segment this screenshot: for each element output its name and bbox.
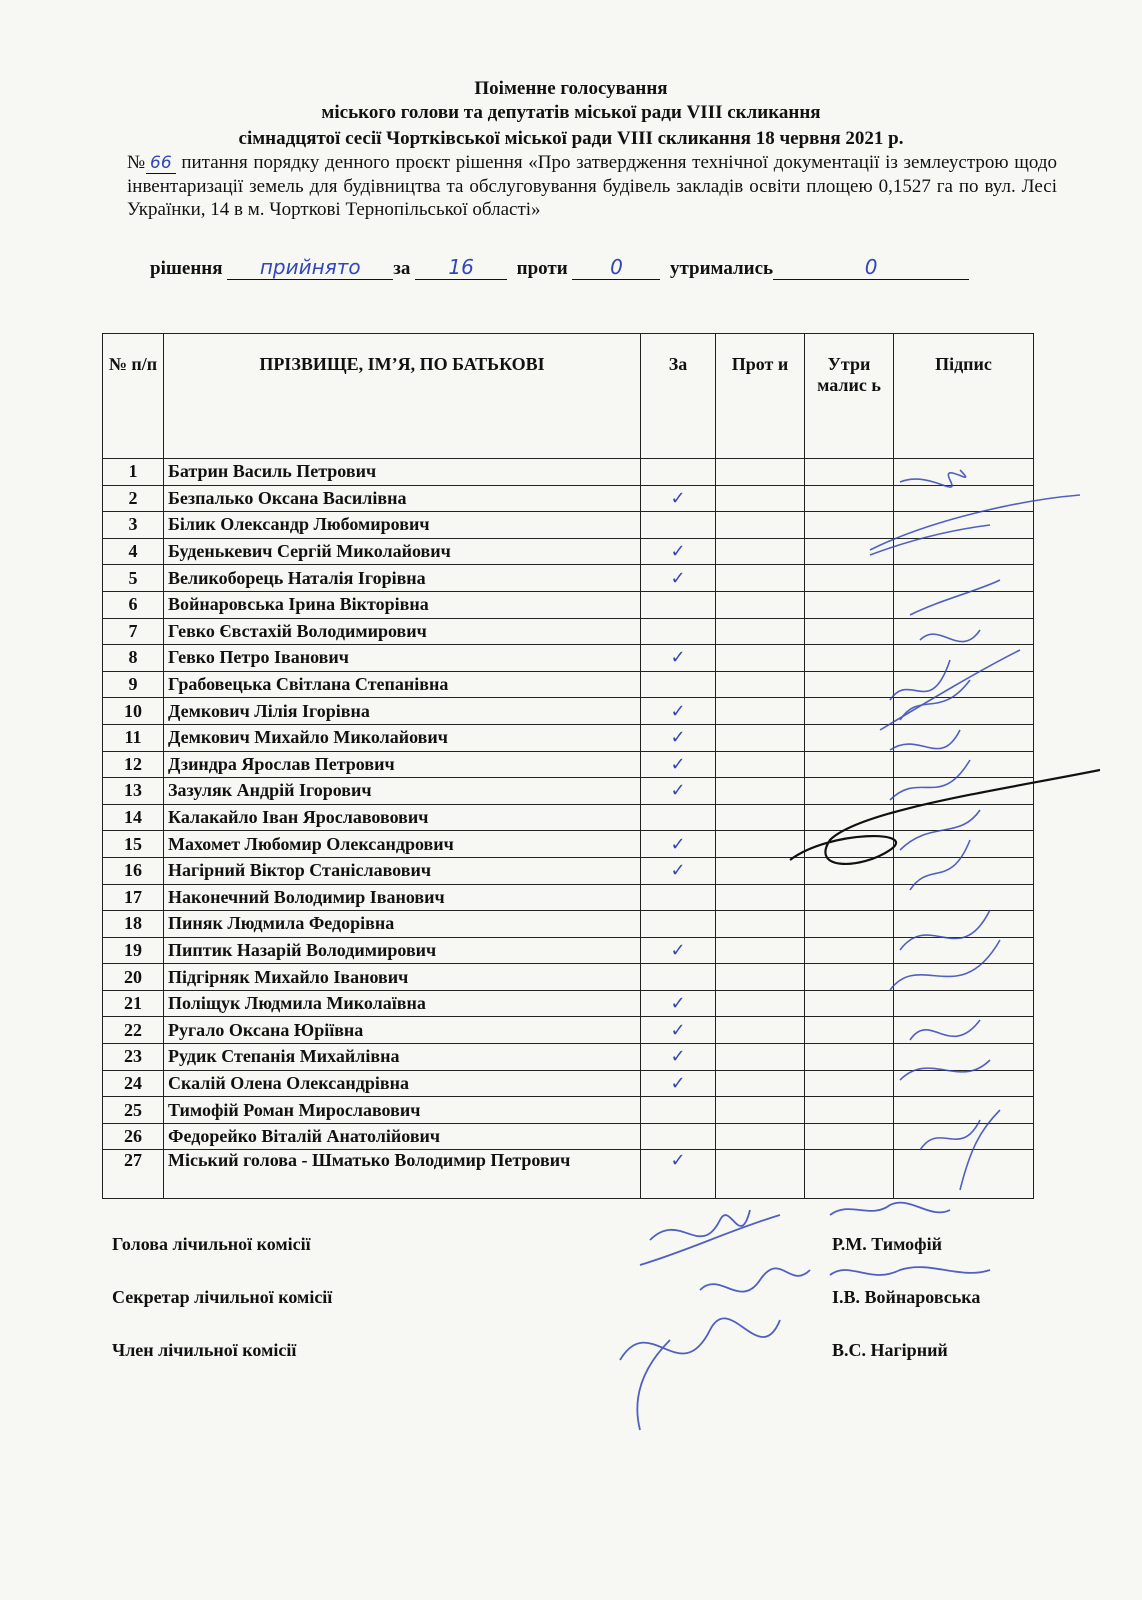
table-row [103,964,1034,991]
row-vote-against [716,618,805,645]
row-vote-abstain [805,937,894,964]
abstain-label: утримались [669,258,774,279]
col-name-header: ПРІЗВИЩЕ, ІМ’Я, ПО БАТЬКОВІ [164,334,641,459]
row-vote-against [716,724,805,751]
row-signature [894,1150,1034,1199]
row-number: 23 [103,1044,164,1071]
row-vote-for: ✓ [641,778,716,805]
row-vote-against [716,1044,805,1071]
row-vote-for: ✓ [641,538,716,565]
row-vote-for [641,1097,716,1124]
row-vote-abstain [805,618,894,645]
commission-signatures [610,1190,1050,1450]
row-signature [894,937,1034,964]
decision-label: рішення [150,258,223,279]
row-name: Рудик Степанія Михайлівна [164,1044,641,1071]
row-vote-abstain [805,751,894,778]
row-vote-abstain [805,671,894,698]
row-vote-abstain [805,1070,894,1097]
row-signature [894,538,1034,565]
row-number: 19 [103,937,164,964]
row-vote-for [641,964,716,991]
member-label: Член лічильної комісії [112,1340,297,1360]
row-number: 21 [103,990,164,1017]
secretary-name: І.В. Войнаровська [832,1287,981,1307]
table-row [103,1017,1034,1044]
row-vote-abstain [805,1123,894,1150]
table-row [103,459,1034,486]
row-name: Нагірний Віктор Станіславович [164,857,641,884]
row-vote-against [716,804,805,831]
row-vote-for [641,512,716,539]
row-name: Наконечний Володимир Іванович [164,884,641,911]
row-name: Міський голова - Шматько Володимир Петрович [164,1150,641,1199]
row-vote-against [716,1097,805,1124]
row-signature [894,1017,1034,1044]
row-signature [894,724,1034,751]
table-row [103,538,1034,565]
row-vote-abstain [805,698,894,725]
row-signature [894,1097,1034,1124]
row-vote-against [716,1123,805,1150]
for-count: 16 [415,255,507,280]
row-vote-abstain [805,964,894,991]
row-name: Калакайло Іван Ярославовович [164,804,641,831]
agenda-item [127,151,1057,221]
row-name: Безпалько Оксана Василівна [164,485,641,512]
against-label: проти [516,258,568,279]
row-signature [894,671,1034,698]
row-vote-abstain [805,1044,894,1071]
row-vote-for [641,618,716,645]
table-row [103,911,1034,938]
table-row [103,565,1034,592]
row-vote-for: ✓ [641,724,716,751]
table-row [103,1097,1034,1124]
row-signature [894,857,1034,884]
row-name: Демкович Михайло Миколайович [164,724,641,751]
row-vote-for: ✓ [641,565,716,592]
row-vote-against [716,937,805,964]
table-row [103,1044,1034,1071]
chair-name: Р.М. Тимофій [832,1234,943,1254]
row-vote-against [716,778,805,805]
row-vote-abstain [805,990,894,1017]
session-line: сімнадцятої сесії Чортківської міської ради VIII скликання 18 червня 2021 р. [238,128,904,149]
row-vote-abstain [805,538,894,565]
row-name: Білик Олександр Любомирович [164,512,641,539]
row-vote-for [641,459,716,486]
row-vote-against [716,884,805,911]
row-name: Поліщук Людмила Миколаївна [164,990,641,1017]
row-name: Тимофій Роман Мирославович [164,1097,641,1124]
row-signature [894,512,1034,539]
row-name: Пиняк Людмила Федорівна [164,911,641,938]
row-number: 5 [103,565,164,592]
table-row [103,831,1034,858]
row-vote-for [641,884,716,911]
agenda-text: питання порядку денного проєкт рішення «Про затвердження технічної документації із землеустрою щодо інвентаризації земель для будівництва та обслуговування будівель закладів освіти площею 0,1527 га по вул. Лесі Українки, 14 в м. Чорткові Тернопільської області» [127,152,1057,220]
table-row [103,778,1034,805]
row-number: 16 [103,857,164,884]
row-signature [894,751,1034,778]
row-signature [894,884,1034,911]
row-name: Грабовецька Світлана Степанівна [164,671,641,698]
decision-value: прийнято [227,255,393,280]
col-for-header: За [641,334,716,459]
row-vote-for: ✓ [641,1017,716,1044]
row-vote-against [716,857,805,884]
row-name: Батрин Василь Петрович [164,459,641,486]
row-number: 17 [103,884,164,911]
row-number: 14 [103,804,164,831]
row-vote-against [716,911,805,938]
row-number: 24 [103,1070,164,1097]
row-vote-abstain [805,831,894,858]
row-vote-against [716,459,805,486]
table-row [103,1070,1034,1097]
row-name: Гевко Євстахій Володимирович [164,618,641,645]
row-number: 18 [103,911,164,938]
row-vote-abstain [805,884,894,911]
row-name: Підгірняк Михайло Іванович [164,964,641,991]
row-number: 11 [103,724,164,751]
chair-label: Голова лічильної комісії [112,1234,311,1254]
row-number: 7 [103,618,164,645]
row-number: 25 [103,1097,164,1124]
row-vote-against [716,964,805,991]
table-row [103,645,1034,672]
row-vote-for: ✓ [641,751,716,778]
row-number: 3 [103,512,164,539]
row-vote-for: ✓ [641,990,716,1017]
row-vote-abstain [805,485,894,512]
row-vote-abstain [805,857,894,884]
table-row [103,724,1034,751]
row-vote-against [716,512,805,539]
row-vote-against [716,565,805,592]
row-vote-abstain [805,1097,894,1124]
row-vote-against [716,1070,805,1097]
row-vote-for: ✓ [641,1044,716,1071]
row-vote-abstain [805,778,894,805]
table-row [103,698,1034,725]
voting-table-body [103,459,1034,1199]
abstain-count: 0 [773,255,969,280]
row-signature [894,1044,1034,1071]
row-number: 22 [103,1017,164,1044]
row-signature [894,485,1034,512]
table-row [103,671,1034,698]
col-number-header: № п/п [103,334,164,459]
table-row [103,1150,1034,1199]
row-name: Буденькевич Сергій Миколайович [164,538,641,565]
row-number: 15 [103,831,164,858]
row-number: 27 [103,1150,164,1199]
row-signature [894,1070,1034,1097]
row-name: Пиптик Назарій Володимирович [164,937,641,964]
row-vote-for [641,804,716,831]
row-number: 12 [103,751,164,778]
row-name: Гевко Петро Іванович [164,645,641,672]
row-name: Великоборець Наталія Ігорівна [164,565,641,592]
col-abstain-header: Утри малис ь [805,334,894,459]
document-subtitle: міського голови та депутатів міської ради VIII скликання [321,102,821,123]
row-signature [894,645,1034,672]
row-vote-against [716,990,805,1017]
row-vote-for [641,671,716,698]
row-number: 1 [103,459,164,486]
row-signature [894,964,1034,991]
row-signature [894,911,1034,938]
against-count: 0 [572,255,660,280]
row-signature [894,778,1034,805]
table-header-row [103,334,1034,459]
row-name: Войнаровська Ірина Вікторівна [164,591,641,618]
row-vote-against [716,591,805,618]
row-number: 8 [103,645,164,672]
col-against-header: Прот и [716,334,805,459]
decision-line [150,255,969,280]
row-name: Федорейко Віталій Анатолійович [164,1123,641,1150]
row-vote-abstain [805,911,894,938]
row-signature [894,990,1034,1017]
table-row [103,591,1034,618]
row-vote-for: ✓ [641,485,716,512]
row-name: Зазуляк Андрій Ігорович [164,778,641,805]
row-vote-for: ✓ [641,937,716,964]
table-row [103,990,1034,1017]
row-signature [894,459,1034,486]
table-row [103,857,1034,884]
table-row [103,1123,1034,1150]
member-name: В.С. Нагірний [832,1340,948,1360]
row-vote-for: ✓ [641,1150,716,1199]
row-signature [894,618,1034,645]
row-vote-abstain [805,565,894,592]
row-vote-against [716,1150,805,1199]
row-vote-abstain [805,591,894,618]
row-signature [894,698,1034,725]
row-number: 2 [103,485,164,512]
row-number: 10 [103,698,164,725]
row-vote-for [641,591,716,618]
row-number: 9 [103,671,164,698]
row-number: 13 [103,778,164,805]
row-vote-against [716,645,805,672]
table-row [103,751,1034,778]
table-row [103,804,1034,831]
row-signature [894,831,1034,858]
row-vote-for: ✓ [641,831,716,858]
row-vote-abstain [805,804,894,831]
document-title: Поіменне голосування [474,78,668,99]
row-name: Махомет Любомир Олександрович [164,831,641,858]
row-number: 20 [103,964,164,991]
row-vote-abstain [805,645,894,672]
for-label: за [393,258,411,279]
secretary-label: Секретар лічильної комісії [112,1287,333,1307]
row-number: 26 [103,1123,164,1150]
row-name: Демкович Лілія Ігорівна [164,698,641,725]
row-vote-for: ✓ [641,645,716,672]
row-vote-abstain [805,1017,894,1044]
row-number: 6 [103,591,164,618]
row-name: Ругало Оксана Юріївна [164,1017,641,1044]
table-row [103,937,1034,964]
row-name: Дзиндра Ярослав Петрович [164,751,641,778]
table-row [103,485,1034,512]
table-row [103,618,1034,645]
voting-table [102,333,1034,1199]
row-vote-for: ✓ [641,1070,716,1097]
row-vote-against [716,538,805,565]
row-vote-abstain [805,512,894,539]
row-vote-abstain [805,459,894,486]
row-vote-for [641,1123,716,1150]
row-vote-against [716,831,805,858]
row-vote-against [716,671,805,698]
row-signature [894,1123,1034,1150]
row-vote-against [716,1017,805,1044]
col-signature-header: Підпис [894,334,1034,459]
row-vote-for: ✓ [641,698,716,725]
table-row [103,884,1034,911]
row-vote-abstain [805,1150,894,1199]
agenda-number: 66 [146,153,176,174]
row-vote-against [716,751,805,778]
table-row [103,512,1034,539]
row-vote-abstain [805,724,894,751]
row-signature [894,565,1034,592]
row-vote-against [716,485,805,512]
row-number: 4 [103,538,164,565]
row-vote-for: ✓ [641,857,716,884]
row-vote-against [716,698,805,725]
row-vote-for [641,911,716,938]
agenda-number-prefix: № [127,152,147,173]
row-signature [894,591,1034,618]
row-signature [894,804,1034,831]
row-name: Скалій Олена Олександрівна [164,1070,641,1097]
